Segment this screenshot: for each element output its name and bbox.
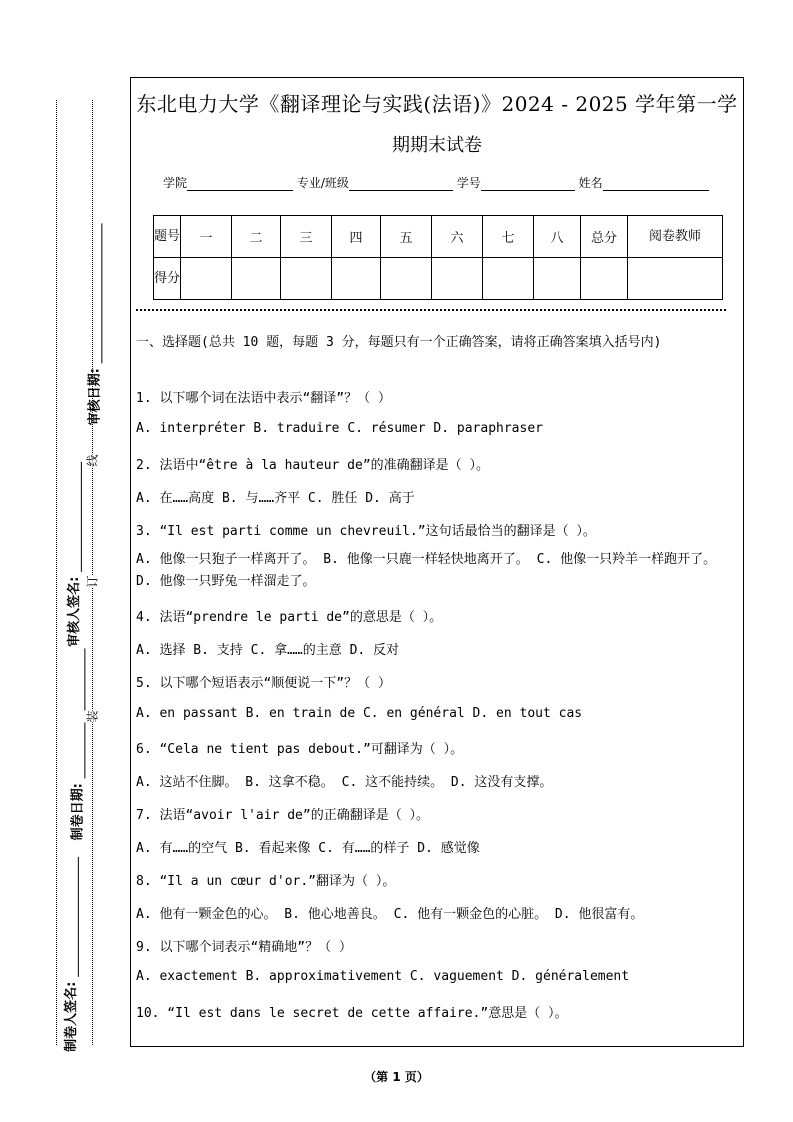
score-header-cell: 题号 <box>154 216 181 258</box>
score-cell[interactable] <box>534 258 581 300</box>
page-number: （第 1 页） <box>364 1070 429 1084</box>
maker-sign-field[interactable] <box>78 857 79 977</box>
make-date-text: 制卷日期: <box>70 783 86 841</box>
make-date-label <box>66 649 85 841</box>
binding-mark-line: 线 <box>85 454 100 467</box>
score-header-cell: 八 <box>534 216 581 258</box>
question-6: 6. “Cela ne tient pas debout.”可翻译为（ ）。 <box>136 742 464 757</box>
score-header-cell: 总分 <box>581 216 628 258</box>
options-5: A. en passant B. en train de C. en général D. en tout cas <box>136 706 583 721</box>
score-cell[interactable] <box>332 258 381 300</box>
question-3: 3. “Il est parti comme un chevreuil.”这句话最恰当的翻译是（ ）。 <box>136 524 596 539</box>
options-1: A. interpréter B. traduire C. résumer D. paraphraser <box>136 421 543 436</box>
options-2: A. 在……高度 B. 与……齐平 C. 胜任 D. 高于 <box>136 491 415 506</box>
question-5: 5. 以下哪个短语表示“顺便说一下”？（ ） <box>136 676 391 691</box>
score-cell[interactable] <box>432 258 483 300</box>
exam-title-line2: 期期末试卷 <box>392 135 482 156</box>
maker-sign-text: 制卷人签名: <box>63 981 79 1052</box>
binding-mark-bind: 装 <box>85 710 100 723</box>
score-header-cell: 一 <box>181 216 232 258</box>
score-cell[interactable] <box>232 258 281 300</box>
question-9: 9. 以下哪个词表示“精确地”？（ ） <box>136 940 352 955</box>
review-date-text: 审核日期: <box>87 368 103 426</box>
options-6: A. 这站不住脚。 B. 这拿不稳。 C. 这不能持续。 D. 这没有支撑。 <box>136 775 553 790</box>
header-separator <box>136 309 726 311</box>
score-cell[interactable] <box>581 258 628 300</box>
options-7: A. 有……的空气 B. 看起来像 C. 有……的样子 D. 感觉像 <box>136 841 480 856</box>
question-8: 8. “Il a un cœur d'or.”翻译为（ ）。 <box>136 874 396 889</box>
reviewer-sign-text: 审核人签名: <box>66 576 82 647</box>
review-date-label <box>83 224 102 426</box>
question-10: 10. “Il est dans le secret de cette affaire.”意思是（ ）。 <box>136 1006 568 1021</box>
student-info-row <box>163 174 709 191</box>
reviewer-sign-field[interactable] <box>81 462 82 572</box>
score-cell[interactable] <box>181 258 232 300</box>
score-header-cell: 六 <box>432 216 483 258</box>
score-header-cell: 五 <box>381 216 432 258</box>
review-date-field[interactable] <box>101 224 102 364</box>
score-header-cell: 阅卷教师 <box>628 216 723 258</box>
score-cell[interactable] <box>281 258 332 300</box>
student-id-label: 学号 <box>456 176 481 190</box>
binding-margin <box>0 0 130 1122</box>
score-cell[interactable] <box>483 258 534 300</box>
score-cell[interactable] <box>381 258 432 300</box>
name-label: 姓名 <box>578 176 603 190</box>
options-8: A. 他有一颗金色的心。 B. 他心地善良。 C. 他有一颗金色的心脏。 D. 他很富有。 <box>136 907 644 922</box>
score-table-score-row <box>154 258 723 300</box>
score-cell[interactable] <box>628 258 723 300</box>
exam-title-line1: 东北电力大学《翻译理论与实践(法语)》2024 - 2025 学年第一学 <box>136 92 738 116</box>
options-9: A. exactement B. approximativement C. vaguement D. généralement <box>136 969 630 984</box>
student-id-field[interactable] <box>481 178 575 191</box>
question-7: 7. 法语“avoir l'air de”的正确翻译是（ ）。 <box>136 808 430 823</box>
reviewer-sign-label <box>63 462 82 647</box>
major-class-label: 专业/班级 <box>296 176 349 190</box>
score-row-label: 得分 <box>154 258 181 300</box>
name-field[interactable] <box>603 178 709 191</box>
college-label: 学院 <box>163 176 188 190</box>
question-2: 2. 法语中“être à la hauteur de”的准确翻译是（ ）。 <box>136 458 489 473</box>
options-4: A. 选择 B. 支持 C. 拿……的主意 D. 反对 <box>136 643 400 658</box>
binding-mark-staple: 订 <box>85 575 100 588</box>
maker-sign-label <box>60 857 79 1052</box>
exam-paper <box>130 77 744 1047</box>
section-heading: 一、选择题(总共 10 题，每题 3 分，每题只有一个正确答案，请将正确答案填入括号内) <box>136 335 662 350</box>
question-1: 1. 以下哪个词在法语中表示“翻译”？（ ） <box>136 391 391 406</box>
college-field[interactable] <box>187 178 293 191</box>
score-table <box>153 215 723 300</box>
binding-line-outer <box>56 100 57 1045</box>
score-header-cell: 三 <box>281 216 332 258</box>
options-3: A. 他像一只狍子一样离开了。 B. 他像一只鹿一样轻快地离开了。 C. 他像一只羚羊一样跑开了。 D. 他像一只野兔一样溜走了。 <box>136 552 717 589</box>
score-header-cell: 四 <box>332 216 381 258</box>
score-header-cell: 七 <box>483 216 534 258</box>
score-header-cell: 二 <box>232 216 281 258</box>
question-4: 4. 法语“prendre le parti de”的意思是（ ）。 <box>136 610 443 625</box>
score-table-header-row <box>154 216 723 258</box>
major-class-field[interactable] <box>349 178 453 191</box>
